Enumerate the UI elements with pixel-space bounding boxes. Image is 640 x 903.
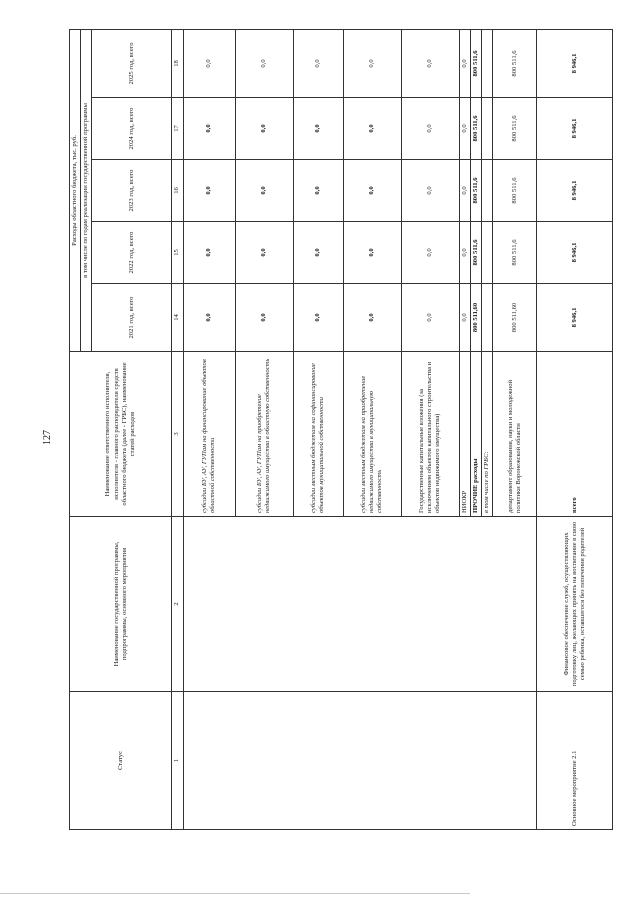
row-label: ПРОЧИЕ расходы	[470, 352, 481, 517]
row-value: 0,0	[401, 284, 459, 352]
row-value: 0,0	[235, 29, 293, 97]
header-budget-title: Расходы областного бюджета, тыс. руб.	[70, 29, 81, 351]
col-num: 16	[172, 160, 183, 222]
row-value: 0,0	[459, 98, 470, 160]
year-header: 2023 год, всего	[92, 160, 172, 222]
col-num: 3	[172, 352, 183, 517]
row-value: 0,0	[293, 29, 343, 97]
row-label: субсидии местным бюджетам на софинансирование объектов муниципальной собственности	[293, 352, 343, 517]
row-label: субсидии местным бюджетам на приобретение недвижимого имущества в муниципальную собственность	[343, 352, 401, 517]
empty-name-cell	[183, 517, 537, 692]
row-value: 0,0	[459, 160, 470, 222]
col-num: 17	[172, 98, 183, 160]
header-status: Статус	[70, 692, 172, 830]
row-value: 0,0	[183, 160, 235, 222]
row-value: 0,0	[343, 98, 401, 160]
row-value: 0,0	[235, 222, 293, 284]
event-row	[537, 29, 613, 829]
header-executor: Наименование ответственного исполнителя, исполнителя - главного распорядителя средств областного бюджета (далее - ГРБС), наименование статей расходов	[70, 352, 172, 517]
row-value: 800 511,6	[470, 222, 481, 284]
row-value: 0,0	[459, 284, 470, 352]
row-value: 0,0	[293, 160, 343, 222]
year-header: 2025 год, всего	[92, 29, 172, 97]
row-value: 0,0	[183, 284, 235, 352]
table-row	[183, 29, 235, 829]
row-value: 0,0	[235, 98, 293, 160]
row-value: 0,0	[183, 98, 235, 160]
event-value: 8 946,1	[537, 222, 613, 284]
row-value: 800 511,60	[470, 284, 481, 352]
row-value	[482, 29, 493, 97]
row-label: субсидии БУ, АУ, ГУПам на финансирование объектов областной собственности	[183, 352, 235, 517]
row-value: 800 511,6	[493, 98, 537, 160]
row-label: в том числе по ГРБС:	[482, 352, 493, 517]
row-value	[482, 284, 493, 352]
col-num: 15	[172, 222, 183, 284]
col-num: 14	[172, 284, 183, 352]
year-header: 2021 год, всего	[92, 284, 172, 352]
row-value: 0,0	[293, 284, 343, 352]
row-value: 0,0	[235, 160, 293, 222]
col-num: 2	[172, 517, 183, 692]
row-value: 0,0	[343, 284, 401, 352]
row-value: 0,0	[235, 284, 293, 352]
row-value	[482, 98, 493, 160]
row-value: 0,0	[293, 98, 343, 160]
col-num: 1	[172, 692, 183, 830]
col-num: 18	[172, 29, 183, 97]
empty-status-cell	[183, 692, 537, 830]
row-value	[482, 222, 493, 284]
row-value: 0,0	[293, 222, 343, 284]
row-value: 800 511,6	[493, 29, 537, 97]
budget-table	[69, 29, 613, 830]
row-value: 0,0	[183, 222, 235, 284]
year-header: 2024 год, всего	[92, 98, 172, 160]
header-by-years: в том числе по годам реализации государственной программы	[81, 29, 92, 351]
event-total-label: всего	[537, 352, 613, 517]
row-value: 0,0	[401, 222, 459, 284]
row-value: 0,0	[401, 29, 459, 97]
event-name: Финансовое обеспечение служб, осуществляющих подготовку лиц, желающих принять на воспитание в свою семью ребенка, оставшегося без попечения родителей	[537, 517, 613, 692]
page-number: 127	[42, 430, 53, 445]
event-value: 8 946,1	[537, 29, 613, 97]
row-value: 800 511,6	[493, 160, 537, 222]
row-value: 0,0	[343, 160, 401, 222]
row-value: 0,0	[401, 160, 459, 222]
row-value: 800 511,6	[470, 29, 481, 97]
header-program-name: Наименование государственной программы, подпрограммы, основного мероприятия	[70, 517, 172, 692]
event-value: 8 946,1	[537, 284, 613, 352]
row-value	[482, 160, 493, 222]
row-label: НИОКР	[459, 352, 470, 517]
row-value: 800 511,60	[493, 284, 537, 352]
footer-divider	[0, 893, 470, 894]
row-label: Государственные капитальные вложения (за исключением объектов капитального строительства и объектов недвижимого имущества)	[401, 352, 459, 517]
row-value: 800 511,6	[470, 160, 481, 222]
row-value: 0,0	[343, 29, 401, 97]
row-value: 0,0	[343, 222, 401, 284]
row-value: 800 511,6	[493, 222, 537, 284]
event-value: 8 946,1	[537, 98, 613, 160]
event-value: 8 946,1	[537, 160, 613, 222]
row-label: департамент образования, науки и молодежной политики Воронежской области	[493, 352, 537, 517]
year-header: 2022 год, всего	[92, 222, 172, 284]
row-value: 0,0	[401, 98, 459, 160]
row-value: 0,0	[459, 222, 470, 284]
row-value: 0,0	[183, 29, 235, 97]
event-status: Основное мероприятие 2.1	[537, 692, 613, 830]
budget-table-rotated	[69, 30, 589, 830]
row-value: 800 511,6	[470, 98, 481, 160]
row-label: субсидии БУ, АУ, ГУПам на приобретение недвижимого имущества в областную собственность	[235, 352, 293, 517]
row-value: 0,0	[459, 29, 470, 97]
